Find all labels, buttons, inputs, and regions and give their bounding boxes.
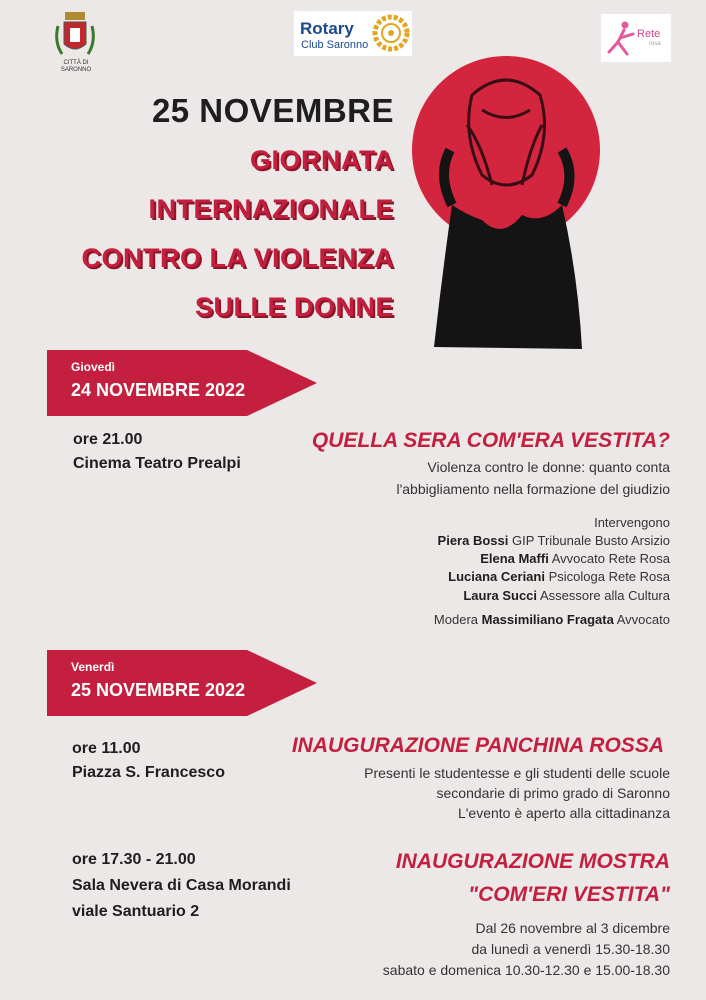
speaker-row bbox=[480, 549, 670, 568]
speaker-name: Piera Bossi bbox=[437, 533, 509, 548]
day1-subtitle: l'abbigliamento nella formazione del giudizio bbox=[396, 481, 670, 497]
event2-address: viale Santuario 2 bbox=[72, 903, 200, 920]
day2-date: 25 NOVEMBRE 2022 bbox=[71, 680, 246, 700]
event2-line: da lunedì a venerdì 15.30-18.30 bbox=[471, 941, 670, 957]
day1-date: 24 NOVEMBRE 2022 bbox=[71, 380, 246, 400]
moderator-role: Avvocato bbox=[616, 612, 670, 627]
event1-line: L'evento è aperto alla cittadinanza bbox=[457, 805, 670, 821]
day2-weekday: Venerdì bbox=[71, 660, 115, 674]
day2-banner bbox=[47, 650, 317, 716]
moderator-row bbox=[434, 610, 670, 629]
event1-line: Presenti le studentesse e gli studenti delle scuole bbox=[364, 765, 670, 781]
day1-place: Cinema Teatro Prealpi bbox=[73, 455, 241, 472]
rete-title: Rete bbox=[637, 28, 661, 40]
headline-line: CONTRO LA VIOLENZA bbox=[81, 243, 394, 273]
rotary-logo bbox=[294, 11, 412, 56]
headline-date: 25 NOVEMBRE bbox=[151, 92, 394, 129]
headline-line: INTERNAZIONALE bbox=[148, 194, 394, 224]
day1-time: ore 21.00 bbox=[73, 431, 143, 448]
event1-title: INAUGURAZIONE PANCHINA ROSSA bbox=[291, 734, 664, 757]
dancer-icon bbox=[605, 20, 637, 56]
speaker-name: Luciana Ceriani bbox=[448, 569, 545, 584]
speakers-intro: Intervengono bbox=[594, 515, 670, 530]
speaker-role: Psicologa Rete Rosa bbox=[548, 569, 670, 584]
headline-line: SULLE DONNE bbox=[194, 292, 394, 322]
day1-subtitle: Violenza contro le donne: quanto conta bbox=[427, 459, 670, 475]
headline-line: GIORNATA bbox=[250, 145, 394, 175]
speaker-role: GIP Tribunale Busto Arsizio bbox=[511, 533, 670, 548]
event2-place: Sala Nevera di Casa Morandi bbox=[72, 877, 291, 894]
speaker-row bbox=[438, 531, 670, 550]
speaker-row bbox=[463, 586, 670, 605]
event2-line: sabato e domenica 10.30-12.30 e 15.00-18.30 bbox=[382, 962, 670, 978]
moderator-prefix: Modera bbox=[433, 612, 478, 627]
event2-title: INAUGURAZIONE MOSTRA bbox=[395, 850, 670, 873]
rotary-subtitle: Club Saronno bbox=[301, 39, 369, 51]
speaker-name: Elena Maffi bbox=[480, 551, 549, 566]
speaker-role: Assessore alla Cultura bbox=[539, 588, 670, 603]
rete-subtitle: rosa bbox=[649, 41, 661, 47]
day1-event-title: QUELLA SERA COM'ERA VESTITA? bbox=[311, 429, 670, 452]
speaker-name: Laura Succi bbox=[463, 588, 538, 603]
rotary-title: Rotary bbox=[300, 19, 354, 38]
rete-rosa-logo bbox=[601, 14, 671, 62]
event1-time: ore 11.00 bbox=[72, 740, 141, 757]
woman-covering-face-illustration bbox=[412, 55, 600, 355]
moderator-name: Massimiliano Fragata bbox=[481, 612, 614, 627]
day1-banner bbox=[47, 350, 317, 416]
speaker-role: Avvocato Rete Rosa bbox=[551, 551, 670, 566]
event2-title: "COM'ERI VESTITA" bbox=[468, 883, 670, 906]
rotary-wheel-icon bbox=[372, 14, 410, 52]
event1-place: Piazza S. Francesco bbox=[72, 764, 225, 781]
city-label: CITTÀ DI SARONNO bbox=[60, 60, 92, 73]
event2-line: Dal 26 novembre al 3 dicembre bbox=[475, 920, 670, 936]
day1-weekday: Giovedì bbox=[71, 360, 116, 374]
event2-time: ore 17.30 - 21.00 bbox=[72, 851, 196, 868]
event1-line: secondarie di primo grado di Saronno bbox=[436, 785, 670, 801]
speaker-row bbox=[448, 567, 670, 586]
